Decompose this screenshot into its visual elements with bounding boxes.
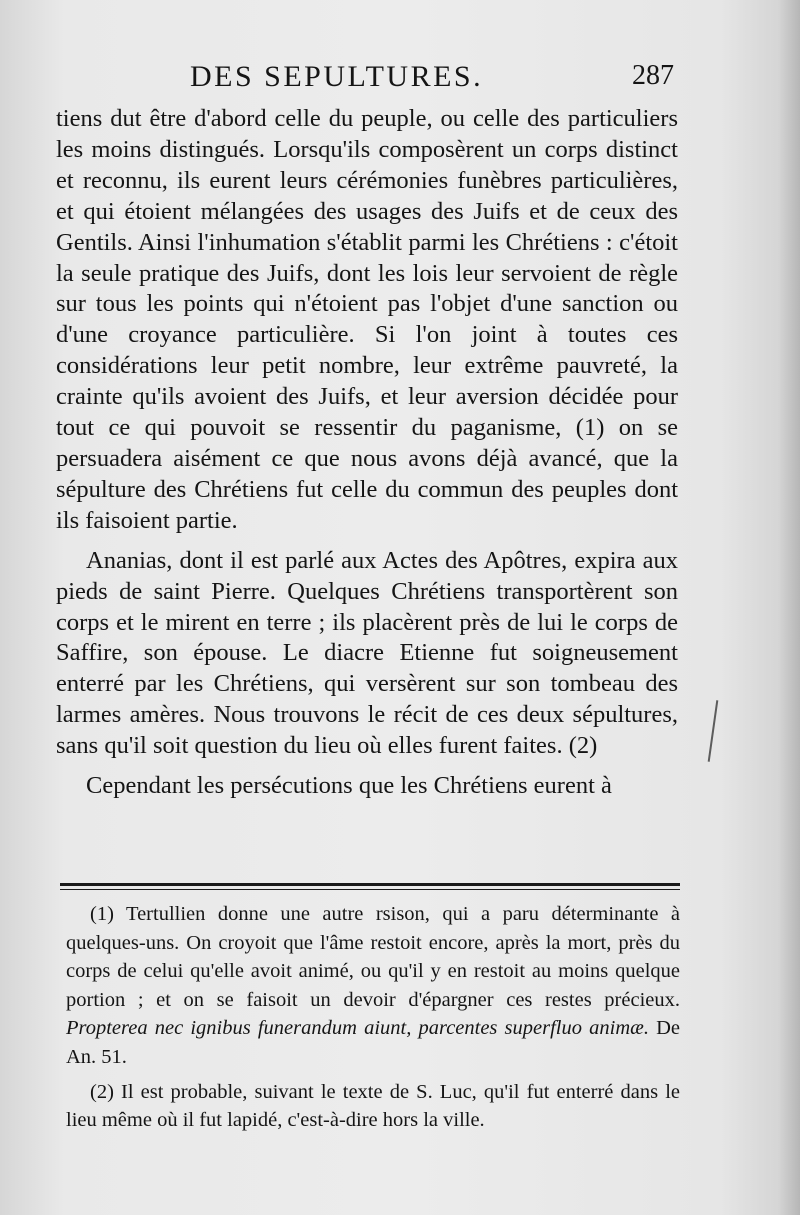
page-header	[60, 58, 680, 98]
footnote-2: (2) Il est probable, suivant le texte de S. Luc, qu'il fut enterré dans le lieu même où il fut lapidé, c'est-à-dire hors la ville.	[66, 1080, 680, 1132]
stray-pen-mark	[708, 700, 719, 762]
footnote-1-reference: De An. 51.	[66, 1017, 681, 1068]
running-head: DES SEPULTURES.	[190, 60, 484, 93]
footnote-1-latin-quote: Propterea nec ignibus funerandum aiunt, parcentes superfluo animæ.	[66, 1017, 649, 1040]
paragraph-1: tiens dut être d'abord celle du peuple, ou celle des particuliers les moins distingués. Lorsqu'ils composèrent un corps distinct et reconnu, ils eurent leurs cérémonies funèbres particulières, et qui étoient mélangées des usages des Juifs et de ceux des Gentils. Ainsi l'inhumation s'établit parmi les Chrétiens : c'étoit la seule pratique des Juifs, dont les lois leur servoient de règle sur tous les points qui n'étoient pas l'objet d'une sanction ou d'une croyance particulière. Si l'on joint à toutes ces considérations leur petit nombre, leur extrême pauvreté, la crainte qu'ils avoient des Juifs, et leur aversion décidée pour tout ce qui pouvoit se ressentir du paganisme, (1) on se persuadera aisément ce que nous avons déjà avancé, que la sépulture des Chrétiens fut celle du commun des peuples dont ils faisoient partie.	[56, 105, 678, 534]
footnote-1-text: (1) Tertullien donne une autre rsison, qui a paru déterminante à quelques-uns. On croyoit que l'âme restoit encore, après la mort, près du corps de celui qu'elle avoit animé, ou qu'il y en restoit au moins quelque portion ; et on se faisoit un devoir d'épargner ces restes précieux.	[66, 903, 680, 1011]
page-edge-shadow	[778, 0, 800, 1215]
footnotes	[66, 900, 680, 1135]
paragraph-3: Cependant les persécutions que les Chrétiens eurent à	[86, 772, 612, 800]
paragraph-2: Ananias, dont il est parlé aux Actes des Apôtres, expira aux pieds de saint Pierre. Quelques Chrétiens transportèrent son corps et le mirent en terre ; ils placèrent près de lui le corps de Saffire, son épouse. Le diacre Etienne fut soigneusement enterré par les Chrétiens, qui versèrent sur son tombeau des larmes amères. Nous trouvons le récit de ces deux sépultures, sans qu'il soit question du lieu où elles furent faites. (2)	[56, 546, 678, 760]
footnote-1	[66, 900, 680, 1072]
page-number: 287	[632, 60, 674, 91]
footnote-rule-thin	[60, 889, 680, 890]
main-text	[56, 104, 678, 802]
footnote-rule	[60, 883, 680, 886]
